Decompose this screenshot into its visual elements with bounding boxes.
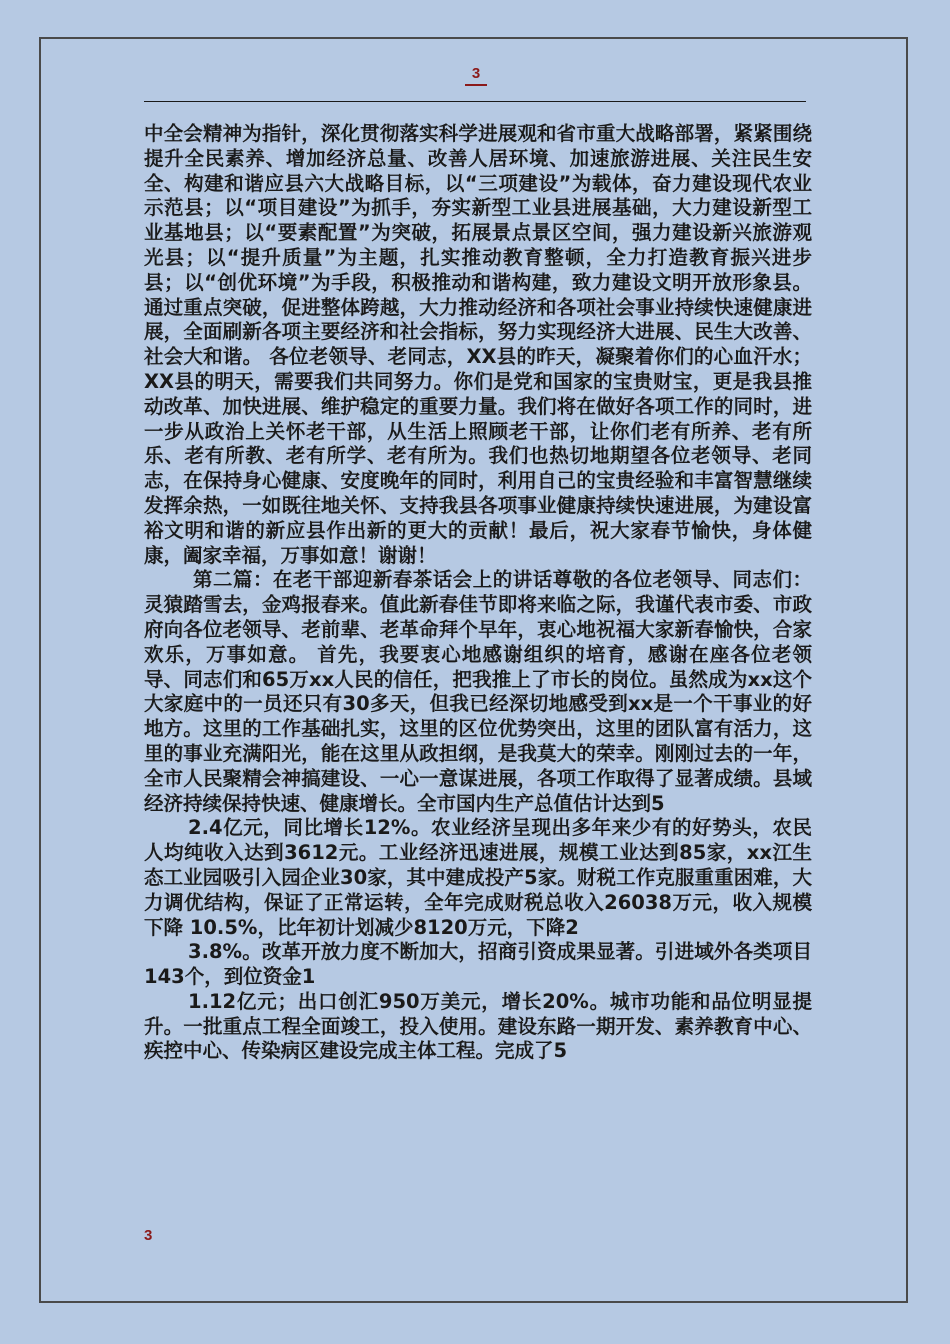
- header-page-number: 3: [465, 64, 487, 86]
- document-body: [144, 122, 812, 1064]
- body-paragraph: 2.4亿元，同比增长12%。农业经济呈现出多年来少有的好势头，农民人均纯收入达到3612元。工业经济迅速进展，规模工业达到85家，xx江生态工业园吸引入园企业30家，其中建成投产5家。财税工作克服重重困难，大力调优结构，保证了正常运转，全年完成财税总收入26038万元，收入规模下降 10.5%，比年初计划减少8120万元，下降2: [144, 816, 812, 939]
- body-paragraph: 1.12亿元；出口创汇950万美元，增长20%。城市功能和品位明显提升。一批重点工程全面竣工，投入使用。建设东路一期开发、素养教育中心、疾控中心、传染病区建设完成主体工程。完成了5: [144, 989, 812, 1063]
- footer-page-number: 3: [144, 1227, 153, 1244]
- body-paragraph: 3.8%。改革开放力度不断加大，招商引资成果显著。引进域外各类项目143个，到位资金1: [144, 940, 812, 989]
- body-paragraph: 第二篇：在老干部迎新春茶话会上的讲话尊敬的各位老领导、同志们：灵猿踏雪去，金鸡报春来。值此新春佳节即将来临之际，我谨代表市委、市政府向各位老领导、老前辈、老革命拜个早年，衷心地祝福大家新春愉快，合家欢乐，万事如意。 首先，我要衷心地感谢组织的培育，感谢在座各位老领导、同志们和65万xx人民的信任，把我推上了市长的岗位。虽然成为xx这个大家庭中的一员还只有30多天，但我已经深切地感受到xx是一个干事业的好地方。这里的工作基础扎实，这里的区位优势突出，这里的团队富有活力，这里的事业充满阳光，能在这里从政担纲，是我莫大的荣幸。刚刚过去的一年，全市人民聚精会神搞建设、一心一意谋进展，各项工作取得了显著成绩。县域经济持续保持快速、健康增长。全市国内生产总值估计达到5: [144, 568, 812, 815]
- header-rule: [144, 101, 806, 102]
- body-paragraph: 中全会精神为指针，深化贯彻落实科学进展观和省市重大战略部署，紧紧围绕提升全民素养、增加经济总量、改善人居环境、加速旅游进展、关注民生安全、构建和谐应县六大战略目标，以“三项建设”为载体，奋力建设现代农业示范县；以“项目建设”为抓手，夯实新型工业县进展基础，大力建设新型工业基地县；以“要素配置”为突破，拓展景点景区空间，强力建设新兴旅游观光县；以“提升质量”为主题，扎实推动教育整顿，全力打造教育振兴进步县；以“创优环境”为手段，积极推动和谐构建，致力建设文明开放形象县。通过重点突破，促进整体跨越，大力推动经济和各项社会事业持续快速健康进展，全面刷新各项主要经济和社会指标，努力实现经济大进展、民生大改善、社会大和谐。 各位老领导、老同志，XX县的昨天，凝聚着你们的心血汗水；XX县的明天，需要我们共同努力。你们是党和国家的宝贵财宝，更是我县推动改革、加快进展、维护稳定的重要力量。我们将在做好各项工作的同时，进一步从政治上关怀老干部，从生活上照顾老干部，让你们老有所养、老有所乐、老有所教、老有所学、老有所为。我们也热切地期望各位老领导、老同志，在保持身心健康、安度晚年的同时，利用自己的宝贵经验和丰富智慧继续发挥余热，一如既往地关怀、支持我县各项事业健康持续快速进展，为建设富裕文明和谐的新应县作出新的更大的贡献！最后，祝大家春节愉快，身体健康，阖家幸福，万事如意！谢谢！: [144, 122, 812, 567]
